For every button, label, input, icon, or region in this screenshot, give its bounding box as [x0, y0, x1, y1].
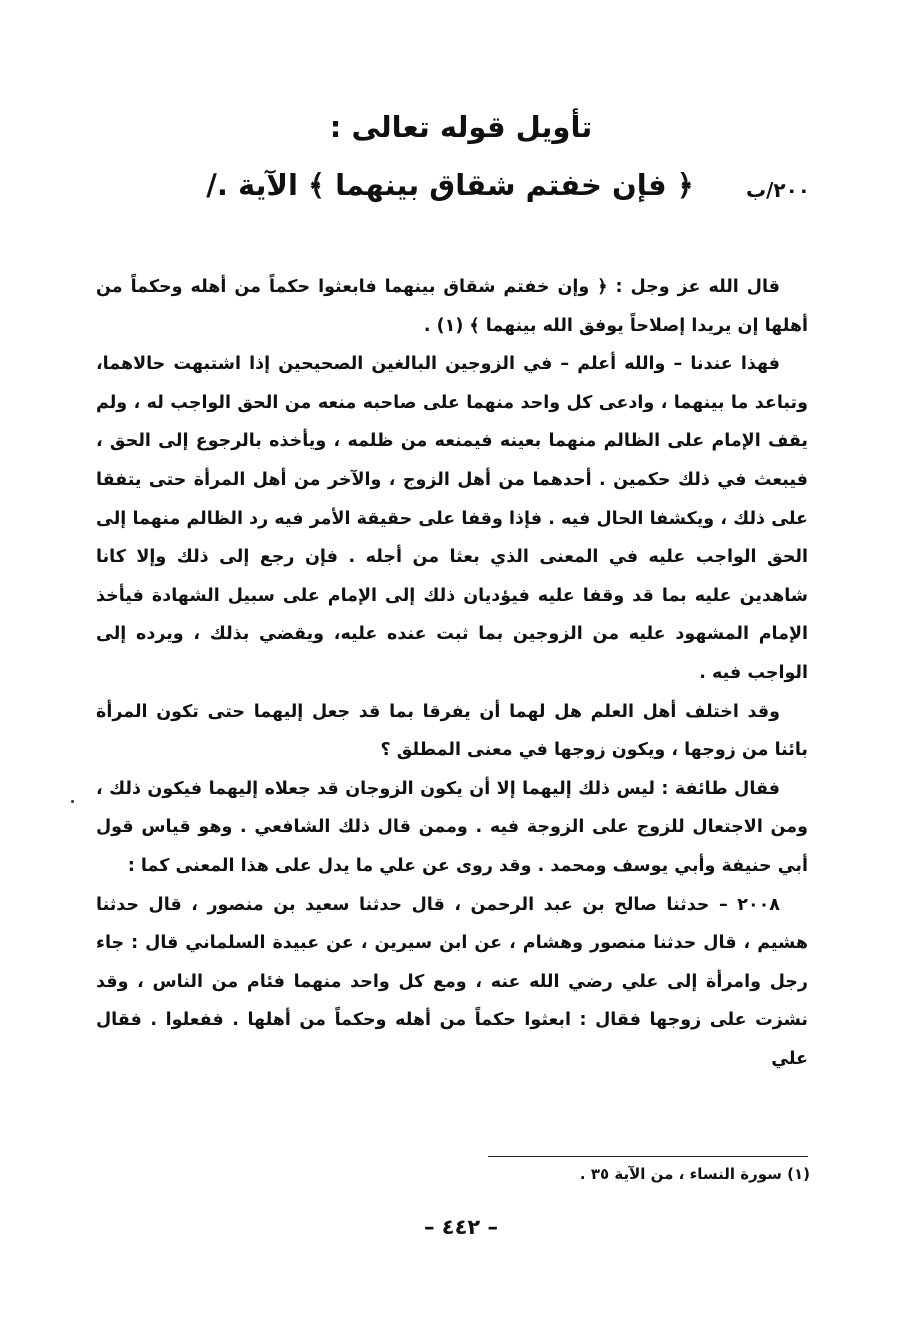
footnote: (١) سورة النساء ، من الآية ٣٥ . — [579, 1165, 810, 1183]
paragraph-first-opinion: فقال طائفة : ليس ذلك إليهما إلا أن يكون الزوجان قد جعلاه إليهما فيكون ذلك ، ومن الاجتعال للزوج على الزوجة فيه . وممن قال ذلك الشافعي . وهو قياس قول أبي حنيفة وأبي يوسف ومحمد . وقد روى عن علي ما يدل على هذا المعنى كما : — [96, 778, 808, 876]
manuscript-folio-reference: ٢٠٠/ب — [745, 178, 810, 202]
paragraph-hadith-2008: ٢٠٠٨ – حدثنا صالح بن عبد الرحمن ، قال حدثنا سعيد بن منصور ، قال حدثنا هشيم ، قال حدثنا منصور وهشام ، عن ابن سيرين ، عن عبيدة السلماني قال : جاء رجل وامرأة إلى علي رضي الله عنه ، ومع كل واحد منهما فئام من الناس ، وقد نشزت على زوجها فقال : ابعثوا حكماً من أهله وحكماً من أهلها . ففعلوا . فقال علي — [96, 894, 808, 1069]
paragraph-disagreement: وقد اختلف أهل العلم هل لهما أن يفرقا بما قد جعل إليهما حتى تكون المرأة بائنا من زوجها ، ويكون زوجها في معنى المطلق ؟ — [96, 701, 808, 761]
footnote-separator — [488, 1156, 808, 1157]
scan-speck — [71, 800, 74, 803]
section-title: تأويل قوله تعالى : — [329, 110, 593, 144]
paragraph-explanation: فهذا عندنا – والله أعلم – في الزوجين البالغين الصحيحين إذا اشتبهت حالاهما، وتباعد ما بينهما ، وادعى كل واحد منهما على صاحبه منعه من الحق الواجب له ، ولم يقف الإمام على الظالم منهما بعينه فيمنعه من ظلمه ، ويأخذه بالرجوع إلى الحق ، فيبعث في ذلك حكمين . أحدهما من أهل الزوج ، والآخر من أهل المرأة حتى يتفقا على ذلك ، ويكشفا الحال فيه . فإذا وقفا على حقيقة الأمر فيه رد الظالم منهما إلى الحق الواجب عليه في المعنى الذي بعثا من أجله . فإن رجع إلى ذلك وإلا كانا شاهدين عليه بما قد وقفا عليه فيؤديان ذلك إلى الإمام على سبيل الشهادة فيأخذ الإمام المشهود عليه من الزوجين بما ثبت عنده عليه، ويقضي بذلك ، ويرده إلى الواجب فيه . — [96, 354, 808, 683]
page-number: – ٤٤٢ – — [423, 1215, 499, 1239]
section-subtitle-verse: ﴿ فإن خفتم شقاق بينهما ﴾ الآية ./ — [206, 168, 694, 202]
body-text — [96, 268, 808, 1078]
paragraph-quran-verse: قال الله عز وجل : ﴿ وإن خفتم شقاق بينهما فابعثوا حكماً من أهله وحكماً من أهلها إن يريدا إصلاحاً يوفق الله بينهما ﴾ (١) . — [96, 277, 808, 336]
